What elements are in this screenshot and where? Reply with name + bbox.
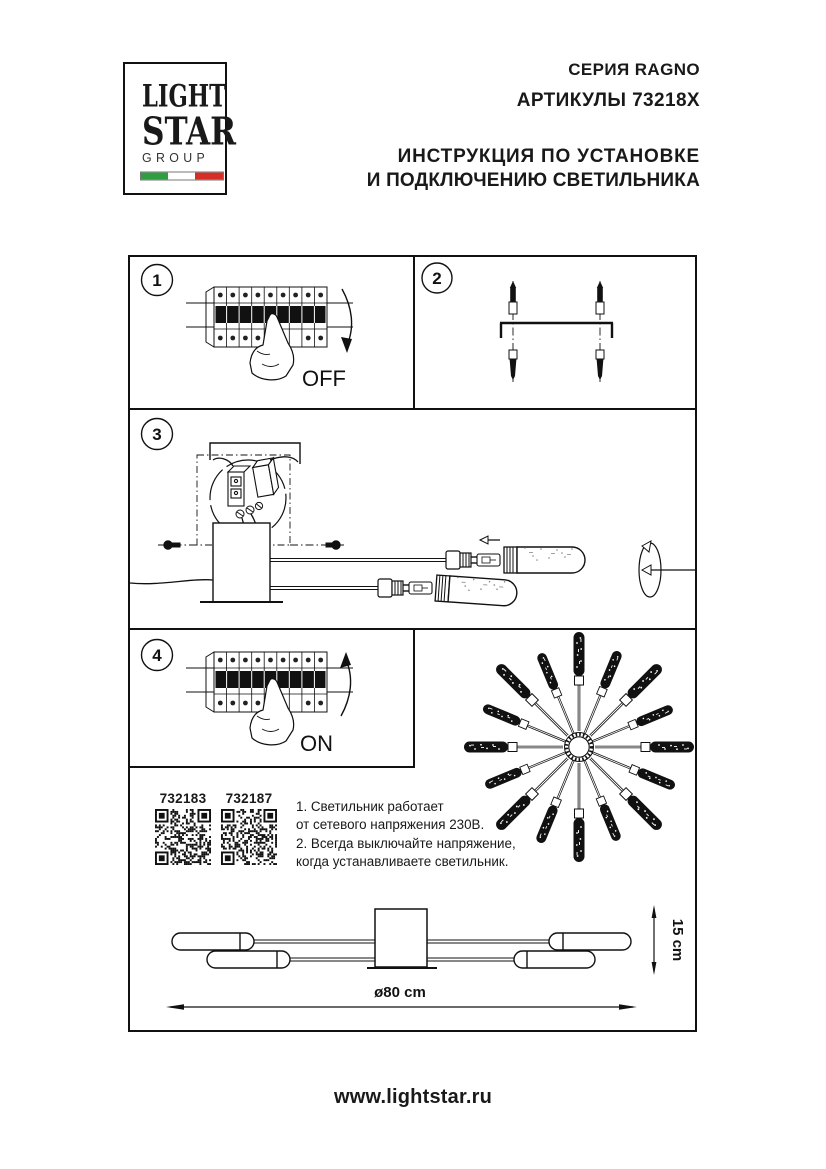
note-line: 1. Светильник работает xyxy=(296,799,444,814)
diameter-dimension xyxy=(166,984,637,1010)
article-number: 732187 xyxy=(225,791,273,806)
italian-flag-icon xyxy=(140,171,224,181)
fixture-side-view xyxy=(172,909,631,968)
qr-code xyxy=(155,809,211,865)
logo-word-group: GROUP xyxy=(142,150,210,165)
svg-text:4: 4 xyxy=(152,646,162,665)
step4-diagram xyxy=(130,630,411,764)
rotate-arrow-icon xyxy=(639,541,695,597)
qr-code xyxy=(221,809,277,865)
height-dimension-label: 15 cm xyxy=(669,918,686,962)
off-label: OFF xyxy=(302,366,346,391)
logo-word-star: STAR xyxy=(142,107,237,154)
step2-number-badge xyxy=(422,263,452,293)
svg-text:3: 3 xyxy=(152,425,162,444)
step4-number-badge xyxy=(142,640,173,671)
lamp-assembly-top xyxy=(270,536,585,573)
diagram-frame xyxy=(128,255,697,1032)
website-url: www.lightstar.ru xyxy=(333,1086,493,1108)
qr-item xyxy=(221,791,277,870)
mounting-bracket-icon xyxy=(500,281,613,385)
lamp-assembly-bottom xyxy=(130,575,518,607)
qr-section xyxy=(155,791,277,870)
halogen-bulb-icon xyxy=(471,554,500,566)
safety-notes xyxy=(296,798,532,872)
note-line: от сетевого напряжения 230В. xyxy=(296,817,485,833)
doc-title-line2: И ПОДКЛЮЧЕНИЮ СВЕТИЛЬНИКА xyxy=(366,170,700,191)
qr-item xyxy=(155,791,211,870)
doc-title-line1: ИНСТРУКЦИЯ ПО УСТАНОВКЕ xyxy=(397,146,700,167)
diameter-dimension-label: ø80 cm xyxy=(374,984,426,1001)
glass-tube-icon xyxy=(435,575,518,607)
dimension-diagram xyxy=(130,878,695,1032)
step1-diagram xyxy=(130,257,413,408)
svg-text:2: 2 xyxy=(432,269,442,288)
note-line: когда устанавливаете светильник. xyxy=(296,854,509,870)
lightstar-logo xyxy=(123,62,237,195)
on-label: ON xyxy=(300,731,333,756)
halogen-bulb-icon xyxy=(403,582,432,594)
step3-diagram xyxy=(130,410,695,628)
screw-icon xyxy=(509,281,604,314)
series-title: СЕРИЯ RAGNO xyxy=(568,60,700,79)
step3-number-badge xyxy=(142,419,173,450)
height-dimension xyxy=(652,905,686,975)
step2-diagram xyxy=(415,257,695,408)
note-line: 2. Всегда выключайте напряжение, xyxy=(296,835,516,851)
canopy-box-icon xyxy=(200,523,283,602)
insert-arrow-icon xyxy=(480,536,500,544)
glass-tube-icon xyxy=(504,547,585,573)
articles-title: АРТИКУЛЫ 73218X xyxy=(516,90,700,111)
arrow-down-icon xyxy=(341,289,352,353)
fixture-center-ring xyxy=(565,733,594,762)
wall-anchor-icon xyxy=(509,350,604,380)
article-number: 732183 xyxy=(159,791,207,806)
svg-text:1: 1 xyxy=(152,271,162,290)
step1-number-badge xyxy=(142,265,173,296)
logo-word-light: LIGHT xyxy=(142,78,227,114)
arrow-up-icon xyxy=(340,652,351,716)
